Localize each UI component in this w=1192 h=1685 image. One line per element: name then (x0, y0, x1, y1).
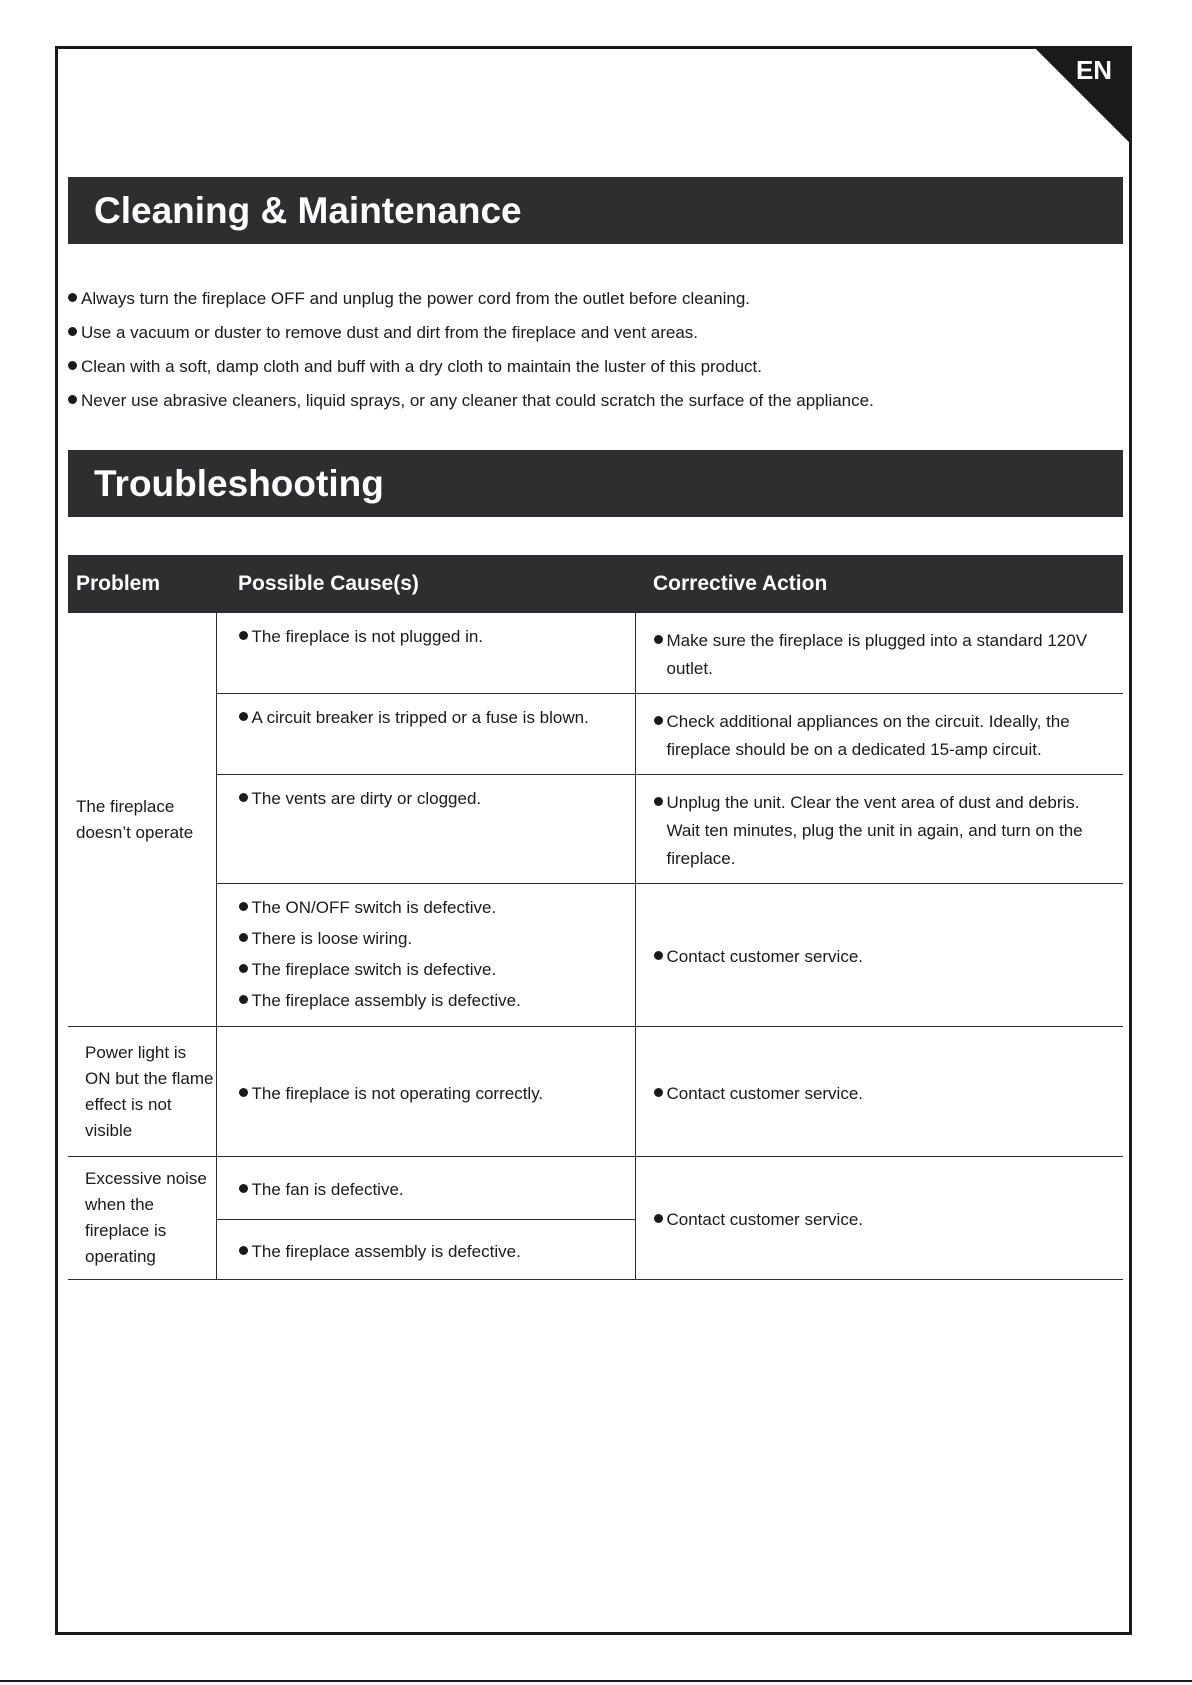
list-item: Always turn the fireplace OFF and unplug the power cord from the outlet before cleaning. (68, 284, 1123, 318)
problem-cell: The fireplace doesn’t operate (68, 613, 216, 1027)
problem-cell: Excessive noise when the fireplace is operating (68, 1157, 216, 1280)
cause-cell: The vents are dirty or clogged. (216, 775, 635, 884)
table-row (68, 1157, 1123, 1220)
bullet-icon (654, 951, 663, 960)
table-row (68, 613, 1123, 694)
bullet-icon (239, 631, 248, 640)
page-bottom-rule (0, 1680, 1192, 1682)
table-header-row (68, 555, 1123, 613)
table-row (68, 884, 1123, 1027)
bullet-icon (239, 995, 248, 1004)
cause-cell: The fireplace is not operating correctly. (216, 1027, 635, 1157)
list-item: The fireplace switch is defective. (239, 954, 625, 985)
bullet-icon (239, 1184, 248, 1193)
action-cell: Contact customer service. (635, 1157, 1123, 1280)
list-item: Use a vacuum or duster to remove dust and dirt from the fireplace and vent areas. (68, 318, 1123, 352)
list-item: There is loose wiring. (239, 923, 625, 954)
list-item: The fireplace assembly is defective. (239, 985, 625, 1016)
list-item: Never use abrasive cleaners, liquid sprays, or any cleaner that could scratch the surface of the appliance. (68, 386, 1123, 420)
cause-cell (216, 884, 635, 1027)
bullet-icon (68, 327, 77, 336)
bullet-icon (68, 293, 77, 302)
bullet-icon (654, 1088, 663, 1097)
bullet-icon (68, 361, 77, 370)
action-cell: Contact customer service. (635, 1027, 1123, 1157)
cleaning-title: Cleaning & Maintenance (68, 177, 1123, 244)
cause-cell: The fan is defective. (216, 1157, 635, 1220)
bullet-icon (654, 797, 663, 806)
bullet-icon (654, 1214, 663, 1223)
cause-cell: The fireplace is not plugged in. (216, 613, 635, 694)
language-corner-tab (1035, 46, 1132, 143)
header-causes: Possible Cause(s) (216, 555, 635, 613)
bullet-icon (239, 1246, 248, 1255)
action-cell: Unplug the unit. Clear the vent area of dust and debris. Wait ten minutes, plug the unit in again, and turn on the fireplace. (635, 775, 1123, 884)
bullet-icon (239, 793, 248, 802)
bullet-icon (654, 635, 663, 644)
bullet-icon (239, 902, 248, 911)
table-row (68, 775, 1123, 884)
table-row (68, 694, 1123, 775)
language-label: EN (1075, 55, 1113, 85)
problem-cell: Power light is ON but the flame effect is not visible (68, 1027, 216, 1157)
table-row (68, 1027, 1123, 1157)
bullet-icon (654, 716, 663, 725)
list-item: The ON/OFF switch is defective. (239, 892, 625, 923)
bullet-icon (68, 395, 77, 404)
header-action: Corrective Action (635, 555, 1123, 613)
action-cell: Make sure the fireplace is plugged into a standard 120V outlet. (635, 613, 1123, 694)
action-cell: Check additional appliances on the circuit. Ideally, the fireplace should be on a dedicated 15-amp circuit. (635, 694, 1123, 775)
header-problem: Problem (68, 555, 216, 613)
cause-cell: A circuit breaker is tripped or a fuse is blown. (216, 694, 635, 775)
bullet-icon (239, 1088, 248, 1097)
bullet-icon (239, 964, 248, 973)
cause-cell: The fireplace assembly is defective. (216, 1220, 635, 1280)
troubleshooting-title: Troubleshooting (68, 450, 1123, 517)
bullet-icon (239, 712, 248, 721)
bullet-icon (239, 933, 248, 942)
troubleshooting-table (68, 555, 1123, 1280)
action-cell: Contact customer service. (635, 884, 1123, 1027)
cause-list (239, 892, 625, 1016)
list-item: Clean with a soft, damp cloth and buff with a dry cloth to maintain the luster of this product. (68, 352, 1123, 386)
cleaning-list (68, 284, 1123, 420)
